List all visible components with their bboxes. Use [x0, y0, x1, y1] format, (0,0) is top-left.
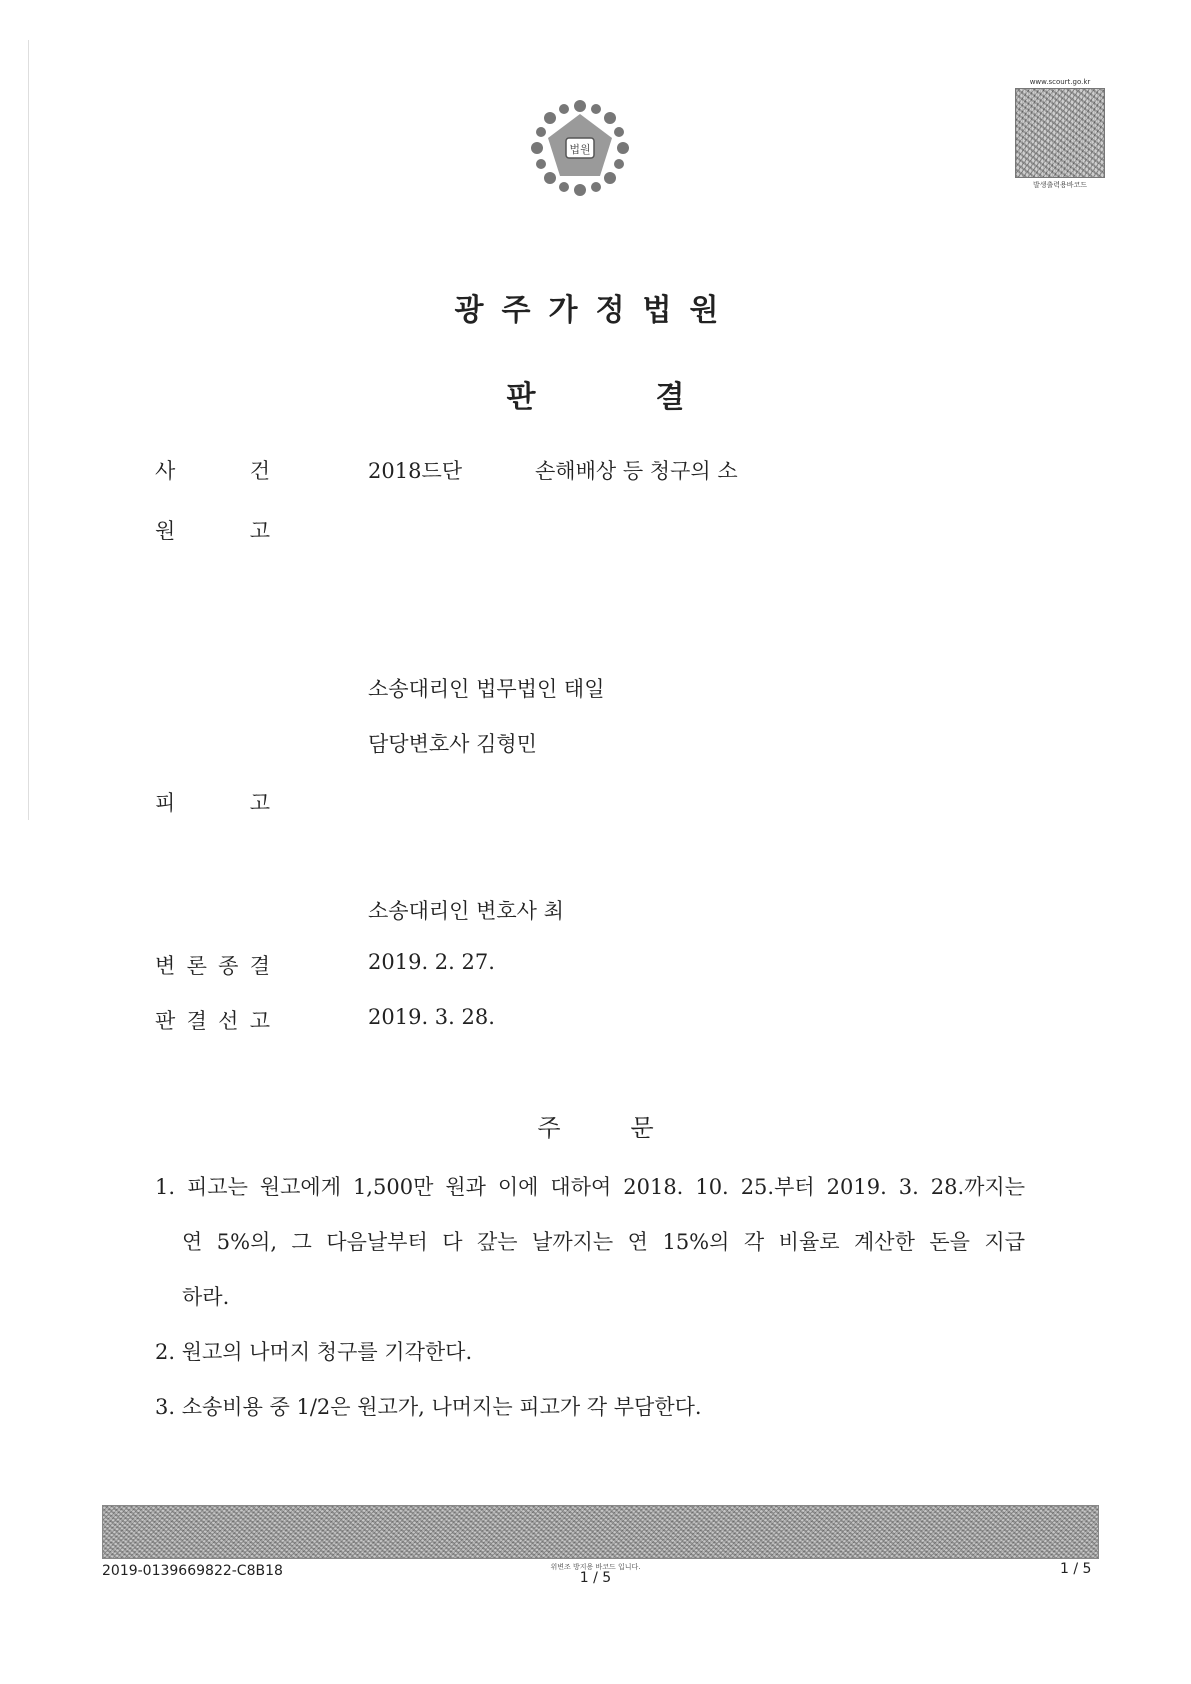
case-label: 사 건 [155, 459, 270, 483]
anti-forgery-barcode [102, 1505, 1099, 1559]
document-id: 2019-0139669822-C8B18 [102, 1563, 283, 1579]
verdict-label: 판 결 선 고 [155, 1009, 270, 1033]
qr-url: www.scourt.go.kr [1029, 78, 1091, 86]
order-title-right: 문 [630, 1114, 654, 1142]
order-item-1-line-2: 연 5%의, 그 다음날부터 다 갚는 날까지는 연 15%의 각 비율로 계산한 돈을 지급 [182, 1230, 1025, 1254]
order-item-3: 3. 소송비용 중 1/2은 원고가, 나머지는 피고가 각 부담한다. [155, 1395, 702, 1419]
closing-label: 변 론 종 결 [155, 954, 270, 978]
closing-date: 2019. 2. 27. [368, 950, 495, 974]
document-title [0, 372, 1191, 416]
order-item-1-line-1: 1. 피고는 원고에게 1,500만 원과 이에 대하여 2018. 10. 25.부터 2019. 3. 28.까지는 [155, 1175, 1025, 1199]
qr-caption: 발생출력용바코드 [1032, 181, 1088, 189]
court-seal-emblem [530, 98, 630, 198]
page-number-center: 1 / 5 [579, 1570, 612, 1586]
plaintiff-label: 원 고 [155, 519, 270, 543]
order-title-left: 주 [537, 1114, 561, 1142]
court-name: 광주가정법원 [454, 293, 737, 328]
qr-code-icon [1015, 88, 1105, 178]
seal-text: 법원 [569, 143, 591, 156]
plaintiff-lawyer: 담당변호사 김형민 [368, 732, 537, 756]
order-section-title [0, 1108, 1191, 1143]
title-char-left: 판 [506, 380, 536, 415]
defendant-label: 피 고 [155, 791, 270, 815]
plaintiff-agent: 소송대리인 법무법인 태일 [368, 677, 605, 701]
qr-code-block [1014, 78, 1106, 190]
title-char-right: 결 [655, 380, 685, 415]
order-item-2: 2. 원고의 나머지 청구를 기각한다. [155, 1340, 473, 1364]
page-number-right: 1 / 5 [1060, 1561, 1092, 1577]
page-edge-line [28, 40, 29, 820]
order-item-1-line-3: 하라. [182, 1285, 230, 1309]
case-number: 2018드단 [368, 459, 463, 483]
barcode-notice: 위변조 방지용 바코드 입니다. [550, 1563, 641, 1571]
case-title: 손해배상 등 청구의 소 [535, 459, 738, 483]
verdict-date: 2019. 3. 28. [368, 1005, 495, 1029]
defendant-agent: 소송대리인 변호사 최 [368, 899, 564, 923]
